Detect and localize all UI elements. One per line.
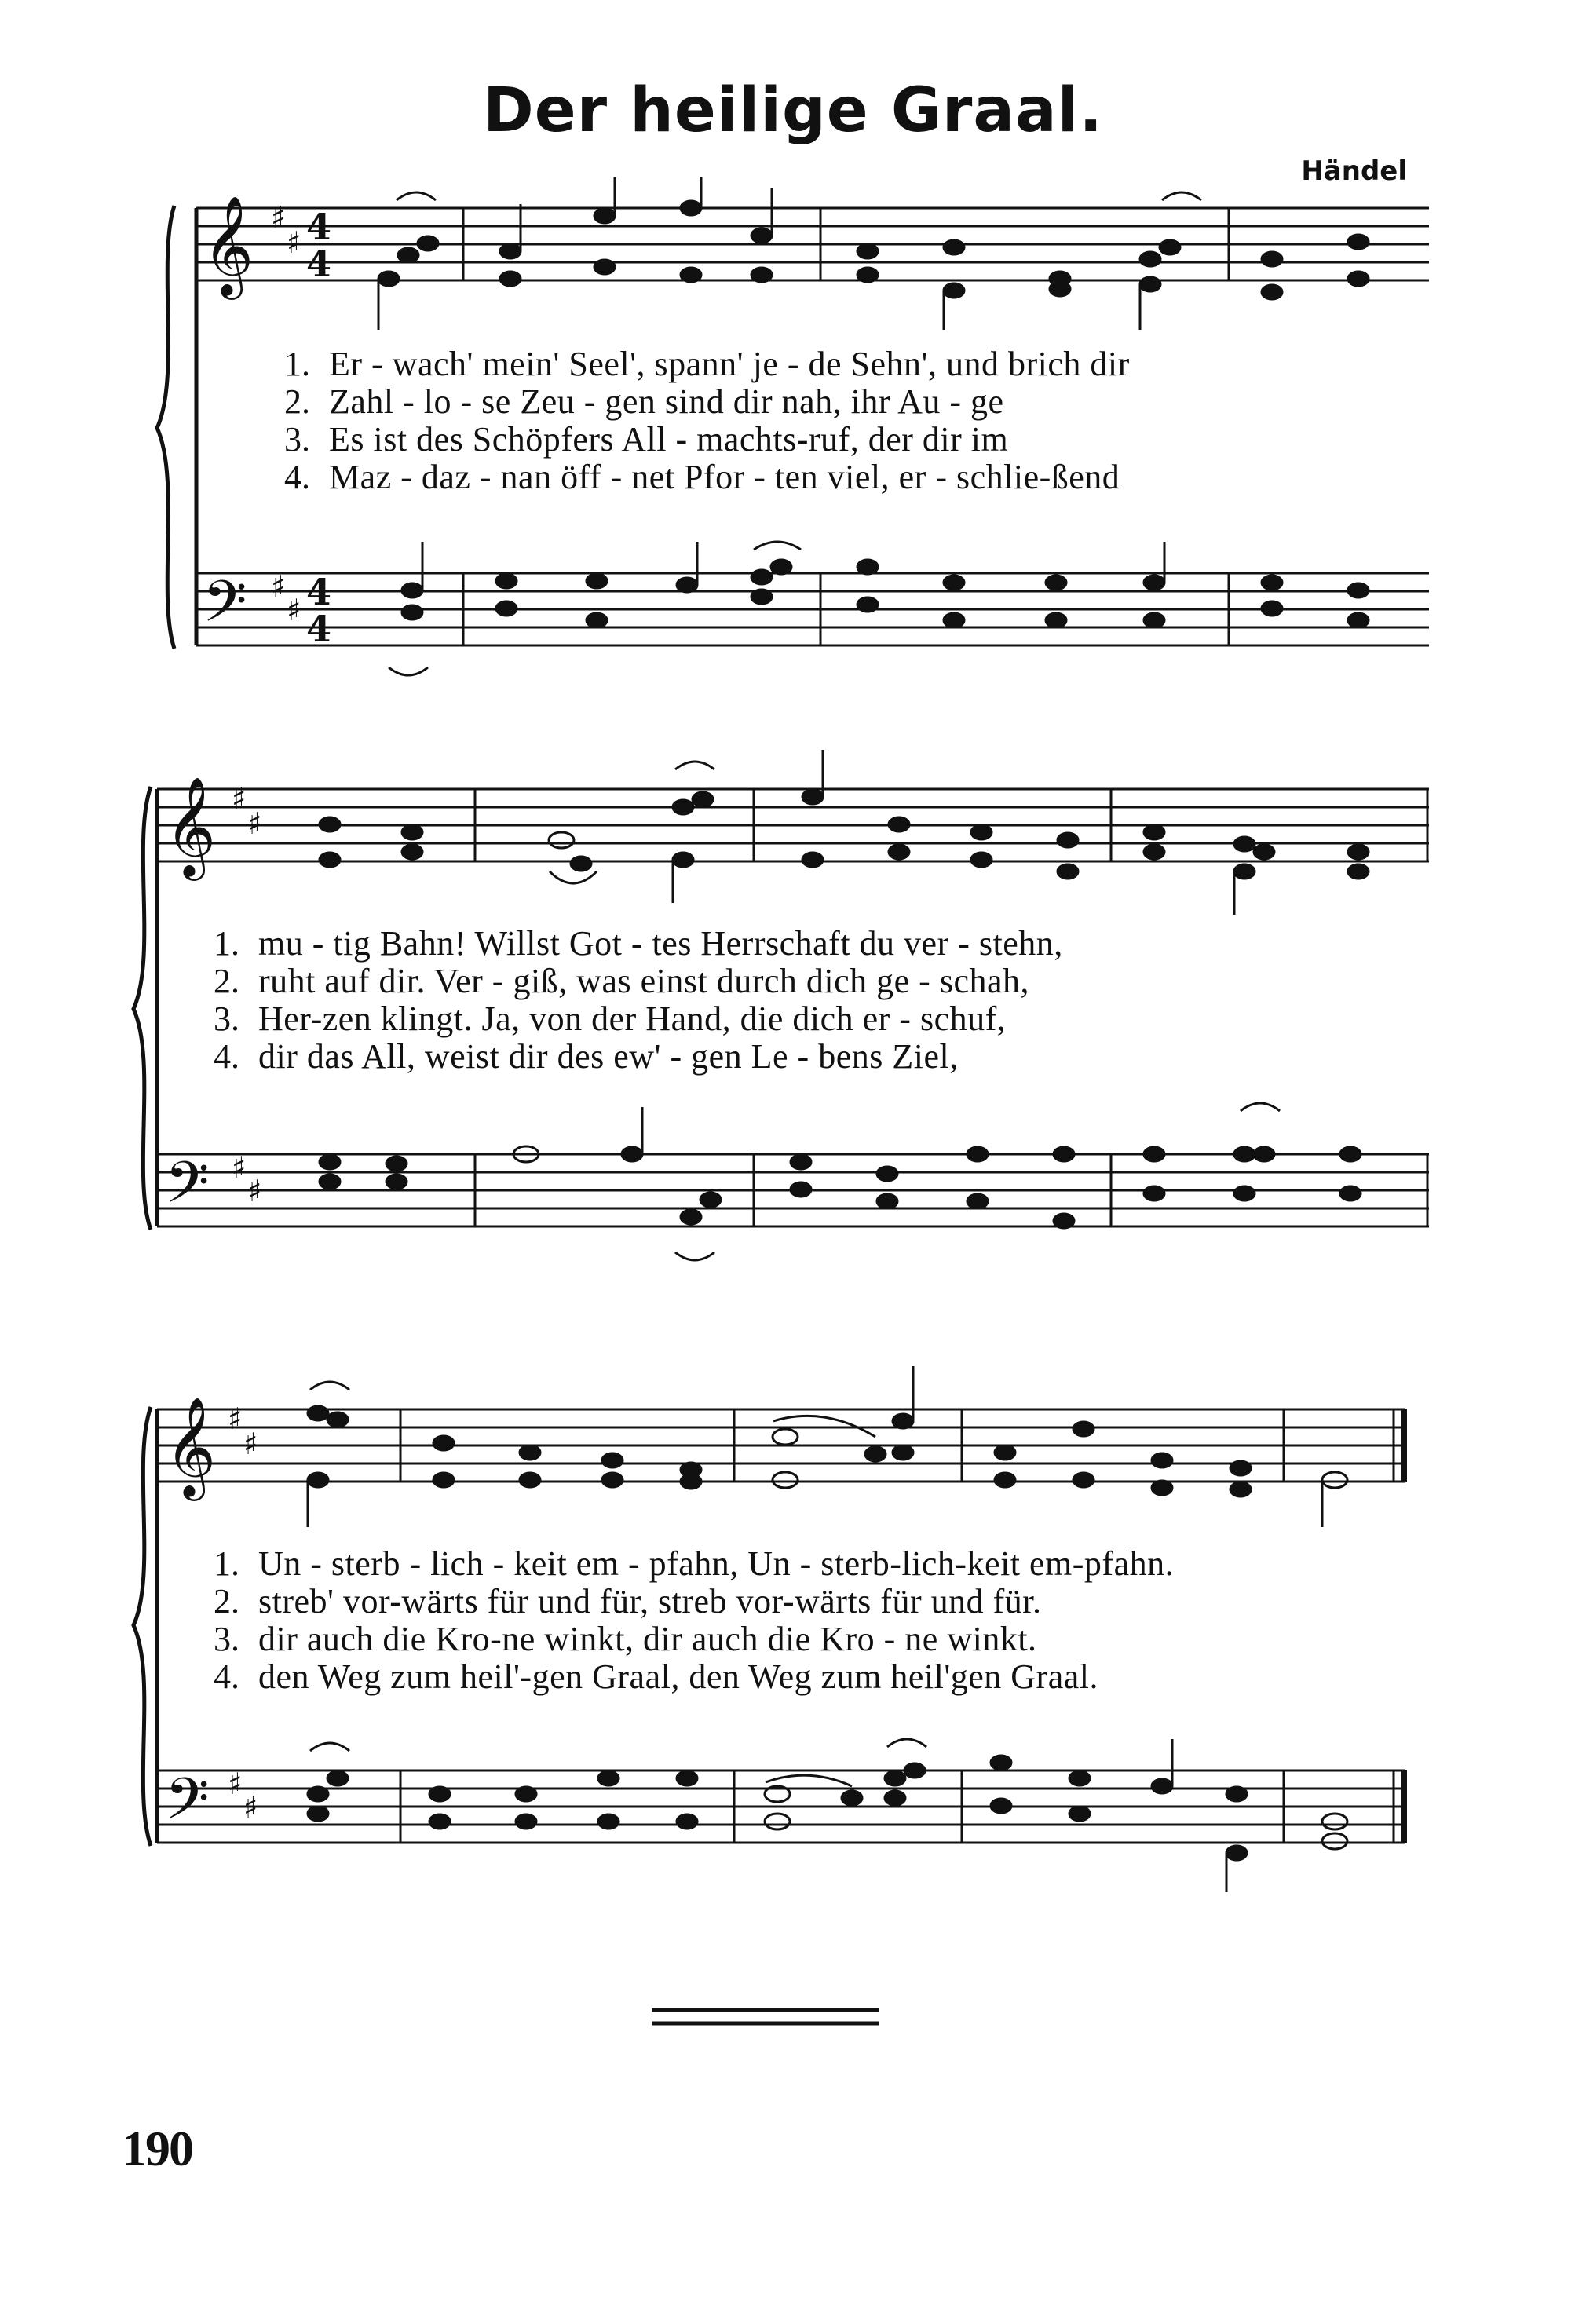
verse-text: streb' vor-wärts für und für, streb vor-wärts für und für. xyxy=(258,1582,1042,1621)
svg-text:♯: ♯ xyxy=(228,1401,243,1436)
svg-text:4: 4 xyxy=(306,608,332,650)
lyrics-block-3 xyxy=(165,1545,1358,1696)
verse-text: Es ist des Schöpfers All - machts-ruf, der dir im xyxy=(329,420,1009,459)
svg-text:𝄞: 𝄞 xyxy=(165,776,217,876)
svg-text:♯: ♯ xyxy=(247,1174,262,1208)
verse-number: 3. xyxy=(214,1620,239,1658)
svg-text:♯: ♯ xyxy=(247,806,262,841)
verse-text: dir auch die Kro-ne winkt, dir auch die Kro - ne winkt. xyxy=(258,1620,1037,1658)
svg-text:♯: ♯ xyxy=(243,1790,258,1825)
verse-number: 3. xyxy=(284,420,310,459)
verse-text: Zahl - lo - se Zeu - gen sind dir nah, ihr Au - ge xyxy=(329,382,1004,421)
svg-text:♯: ♯ xyxy=(232,1150,247,1185)
verse-number: 2. xyxy=(284,382,310,421)
verse-line xyxy=(165,1621,1358,1658)
verse-number: 2. xyxy=(214,1582,239,1621)
verse-text: Maz - daz - nan öff - net Pfor - ten viel, er - schlie-ßend xyxy=(329,458,1120,496)
verse-number: 3. xyxy=(214,999,239,1038)
verse-number: 1. xyxy=(214,924,239,963)
verse-number: 1. xyxy=(284,345,310,383)
svg-text:♯: ♯ xyxy=(232,781,247,816)
svg-text:𝄞: 𝄞 xyxy=(203,195,254,295)
verse-number: 2. xyxy=(214,962,239,1000)
verse-line xyxy=(165,1658,1358,1696)
page-number: 190 xyxy=(122,2121,192,2176)
verse-text: mu - tig Bahn! Willst Got - tes Herrschaft du ver - stehn, xyxy=(258,924,1063,963)
svg-text:♯: ♯ xyxy=(228,1767,243,1801)
svg-text:4: 4 xyxy=(306,243,332,285)
verse-text: dir das All, weist dir des ew' - gen Le - bens Ziel, xyxy=(258,1037,959,1076)
verse-text: Er - wach' mein' Seel', spann' je - de Sehn', und brich dir xyxy=(329,345,1130,383)
svg-text:4: 4 xyxy=(306,206,332,248)
verse-line xyxy=(165,1545,1358,1583)
svg-text:𝄢: 𝄢 xyxy=(203,568,247,649)
svg-text:♯: ♯ xyxy=(287,593,301,627)
svg-text:4: 4 xyxy=(306,571,332,613)
verse-number: 4. xyxy=(214,1037,239,1076)
verse-number: 4. xyxy=(214,1657,239,1696)
svg-text:♯: ♯ xyxy=(243,1427,258,1461)
svg-text:𝄞: 𝄞 xyxy=(165,1396,217,1496)
verse-text: ruht auf dir. Ver - giß, was einst durch dich ge - schah, xyxy=(258,962,1029,1000)
end-ornament-rule xyxy=(652,2006,879,2030)
svg-text:𝄢: 𝄢 xyxy=(165,1765,210,1846)
verse-text: den Weg zum heil'-gen Graal, den Weg zum heil'gen Graal. xyxy=(258,1657,1098,1696)
verse-text: Un - sterb - lich - keit em - pfahn, Un - sterb-lich-keit em-pfahn. xyxy=(258,1544,1175,1583)
verse-text: Her-zen klingt. Ja, von der Hand, die dich er - schuf, xyxy=(258,999,1007,1038)
hymn-title: Der heilige Graal. xyxy=(483,75,1103,146)
svg-text:♯: ♯ xyxy=(271,569,286,604)
verse-number: 4. xyxy=(284,458,310,496)
verse-number: 1. xyxy=(214,1544,239,1583)
verse-line xyxy=(165,1583,1358,1621)
svg-text:♯: ♯ xyxy=(287,225,301,260)
svg-text:♯: ♯ xyxy=(271,200,286,235)
composer-name: Händel xyxy=(1301,155,1407,187)
svg-text:𝄢: 𝄢 xyxy=(165,1149,210,1230)
